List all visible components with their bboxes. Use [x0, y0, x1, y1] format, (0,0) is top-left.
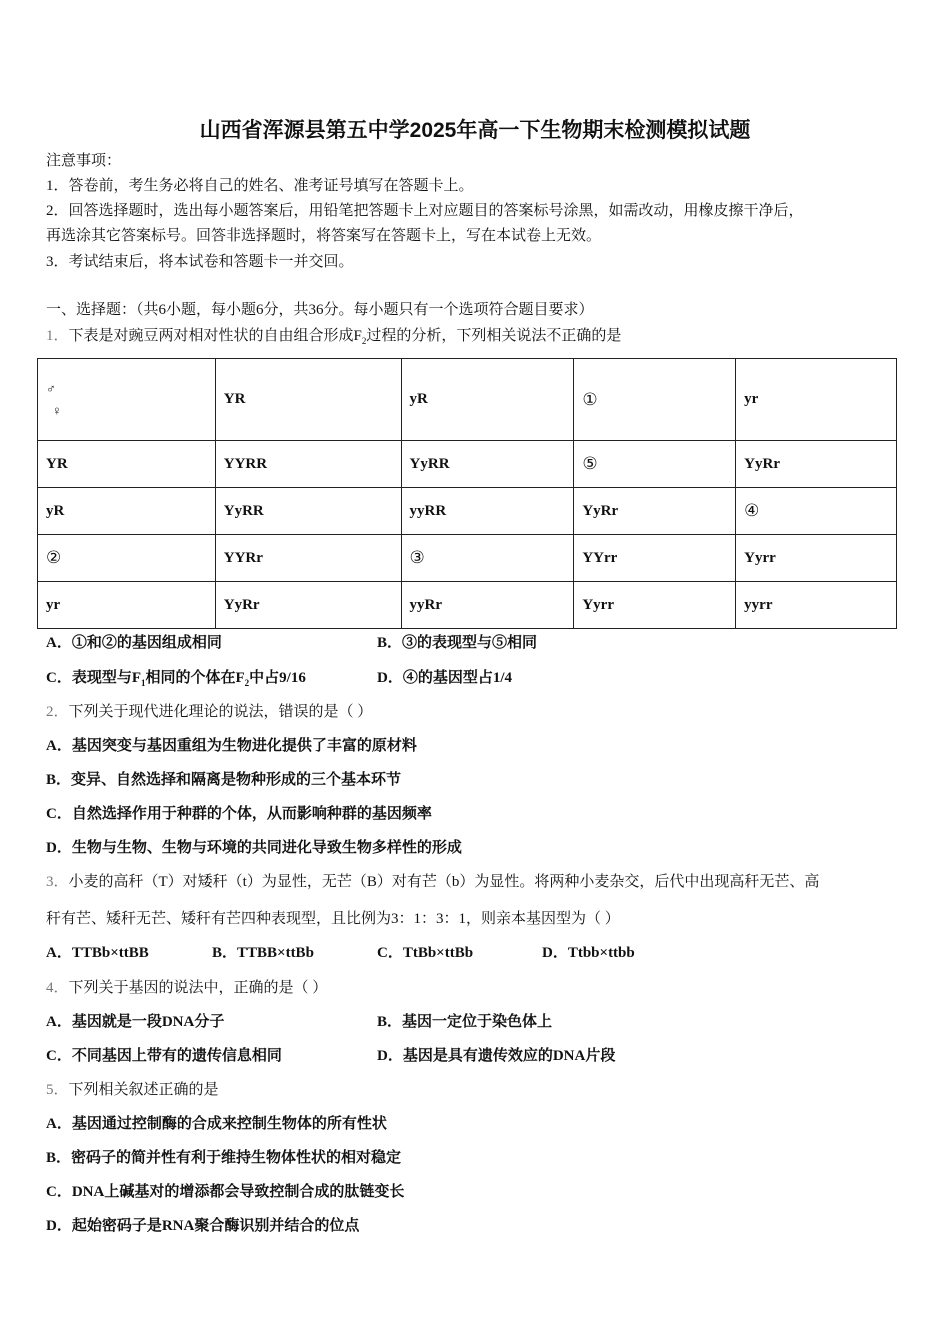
- table-row: [38, 535, 897, 582]
- question-3-stem-cont: 秆有芒、矮秆无芒、矮秆有芒四种表现型，且比例为3：1：3：1，则亲本基因型为（ ）: [46, 911, 620, 927]
- option-c: C．自然选择作用于种群的个体，从而影响种群的基因频率: [46, 806, 432, 822]
- table-cell: YYRr: [215, 535, 401, 582]
- option-text: 中占9/16: [249, 670, 306, 686]
- option-b: B．基因一定位于染色体上: [377, 1014, 553, 1030]
- question-number: 2．: [46, 704, 69, 720]
- option-d: D．Ttbb×ttbb: [542, 945, 635, 961]
- table-row: [38, 441, 897, 488]
- section-heading: 一、选择题：（共6小题，每小题6分，共36分。每小题只有一个选项符合题目要求）: [46, 302, 594, 318]
- notice-item: 3．考试结束后，将本试卷和答题卡一并交回。: [46, 254, 354, 270]
- question-4-stem: [46, 978, 327, 998]
- table-row: [38, 582, 897, 629]
- option-d: D．基因是具有遗传效应的DNA片段: [377, 1048, 616, 1064]
- notice-heading: 注意事项：: [46, 153, 122, 169]
- table-cell: YyRR: [215, 488, 401, 535]
- table-cell: yyRr: [401, 582, 574, 629]
- table-cell: YyRR: [401, 441, 574, 488]
- notice-item: 2．回答选择题时，选出每小题答案后，用铅笔把答题卡上对应题目的答案标号涂黑，如需改动，用橡皮擦干净后，: [46, 203, 804, 219]
- table-cell: ⑤: [574, 441, 736, 488]
- header-cell: YR: [215, 359, 401, 441]
- stem-text: 下列相关叙述正确的是: [68, 1082, 219, 1098]
- option-a: A．TTBb×ttBB: [46, 945, 149, 961]
- stem-text: 小麦的高秆（T）对矮秆（t）为显性，无芒（B）对有芒（b）为显性。将两种小麦杂交，后代中出现高秆无芒、高: [68, 874, 820, 890]
- table-cell: yyRR: [401, 488, 574, 535]
- table-cell: YyRr: [736, 441, 897, 488]
- question-number: 4．: [46, 980, 69, 996]
- option-d: D．起始密码子是RNA聚合酶识别并结合的位点: [46, 1218, 360, 1234]
- option-b: B．变异、自然选择和隔离是物种形成的三个基本环节: [46, 772, 402, 788]
- option-c: C．不同基因上带有的遗传信息相同: [46, 1048, 282, 1064]
- table-cell: YyRr: [574, 488, 736, 535]
- page-title: 山西省浑源县第五中学2025年高一下生物期末检测模拟试题: [199, 119, 751, 142]
- header-cell: yR: [401, 359, 574, 441]
- table-cell: Yyrr: [736, 535, 897, 582]
- option-text: C．表现型与F: [46, 670, 141, 686]
- option-d: D．生物与生物、生物与环境的共同进化导致生物多样性的形成: [46, 840, 462, 856]
- table-cell: YR: [38, 441, 216, 488]
- option-b: B．密码子的简并性有利于维持生物体性状的相对稳定: [46, 1150, 402, 1166]
- option-c: C．DNA上碱基对的增添都会导致控制合成的肽链变长: [46, 1184, 405, 1200]
- question-5-stem: [46, 1080, 219, 1100]
- option-c: C．TtBb×ttBb: [377, 945, 474, 961]
- subscript: 2: [244, 678, 250, 688]
- table-cell: yR: [38, 488, 216, 535]
- male-symbol: ♂: [46, 380, 56, 396]
- notice-item: 1．答卷前，考生务必将自己的姓名、准考证号填写在答题卡上。: [46, 178, 474, 194]
- option-a: A．①和②的基因组成相同: [46, 635, 222, 651]
- header-cell: yr: [736, 359, 897, 441]
- table-row: [38, 488, 897, 535]
- option-c: [46, 668, 306, 693]
- sex-corner-cell: [38, 359, 216, 441]
- table-cell: ②: [38, 535, 216, 582]
- option-b: B．TTBB×ttBb: [212, 945, 314, 961]
- table-header-row: [38, 359, 897, 441]
- option-d: D．④的基因型占1/4: [377, 670, 513, 686]
- stem-text: 过程的分析，下列相关说法不正确的是: [366, 328, 622, 344]
- question-2-stem: [46, 702, 372, 722]
- option-a: A．基因通过控制酶的合成来控制生物体的所有性状: [46, 1116, 387, 1132]
- option-b: B．③的表现型与⑤相同: [377, 635, 538, 651]
- table-cell: YYRR: [215, 441, 401, 488]
- table-cell: ④: [736, 488, 897, 535]
- table-cell: YYrr: [574, 535, 736, 582]
- table-cell: yr: [38, 582, 216, 629]
- question-1-stem: [46, 326, 621, 351]
- header-cell: ①: [574, 359, 736, 441]
- option-text: 相同的个体在F: [145, 670, 245, 686]
- question-number: 1．: [46, 328, 69, 344]
- table-cell: Yyrr: [574, 582, 736, 629]
- option-a: A．基因突变与基因重组为生物进化提供了丰富的原材料: [46, 738, 417, 754]
- table-cell: ③: [401, 535, 574, 582]
- female-symbol: ♀: [52, 402, 62, 418]
- question-3-stem: [46, 872, 819, 892]
- stem-text: 下列关于现代进化理论的说法，错误的是（ ）: [68, 704, 373, 720]
- subscript: 1: [141, 678, 146, 688]
- punnett-table: [37, 358, 897, 629]
- stem-text: 下列关于基因的说法中，正确的是（ ）: [68, 980, 328, 996]
- stem-text: 下表是对豌豆两对相对性状的自由组合形成F: [68, 328, 362, 344]
- question-number: 3．: [46, 874, 69, 890]
- table-cell: yyrr: [736, 582, 897, 629]
- option-a: A．基因就是一段DNA分子: [46, 1014, 225, 1030]
- subscript: 2: [361, 336, 367, 346]
- notice-item: 再选涂其它答案标号。回答非选择题时，将答案写在答题卡上，写在本试卷上无效。: [46, 228, 602, 244]
- table-cell: YyRr: [215, 582, 401, 629]
- question-number: 5．: [46, 1082, 69, 1098]
